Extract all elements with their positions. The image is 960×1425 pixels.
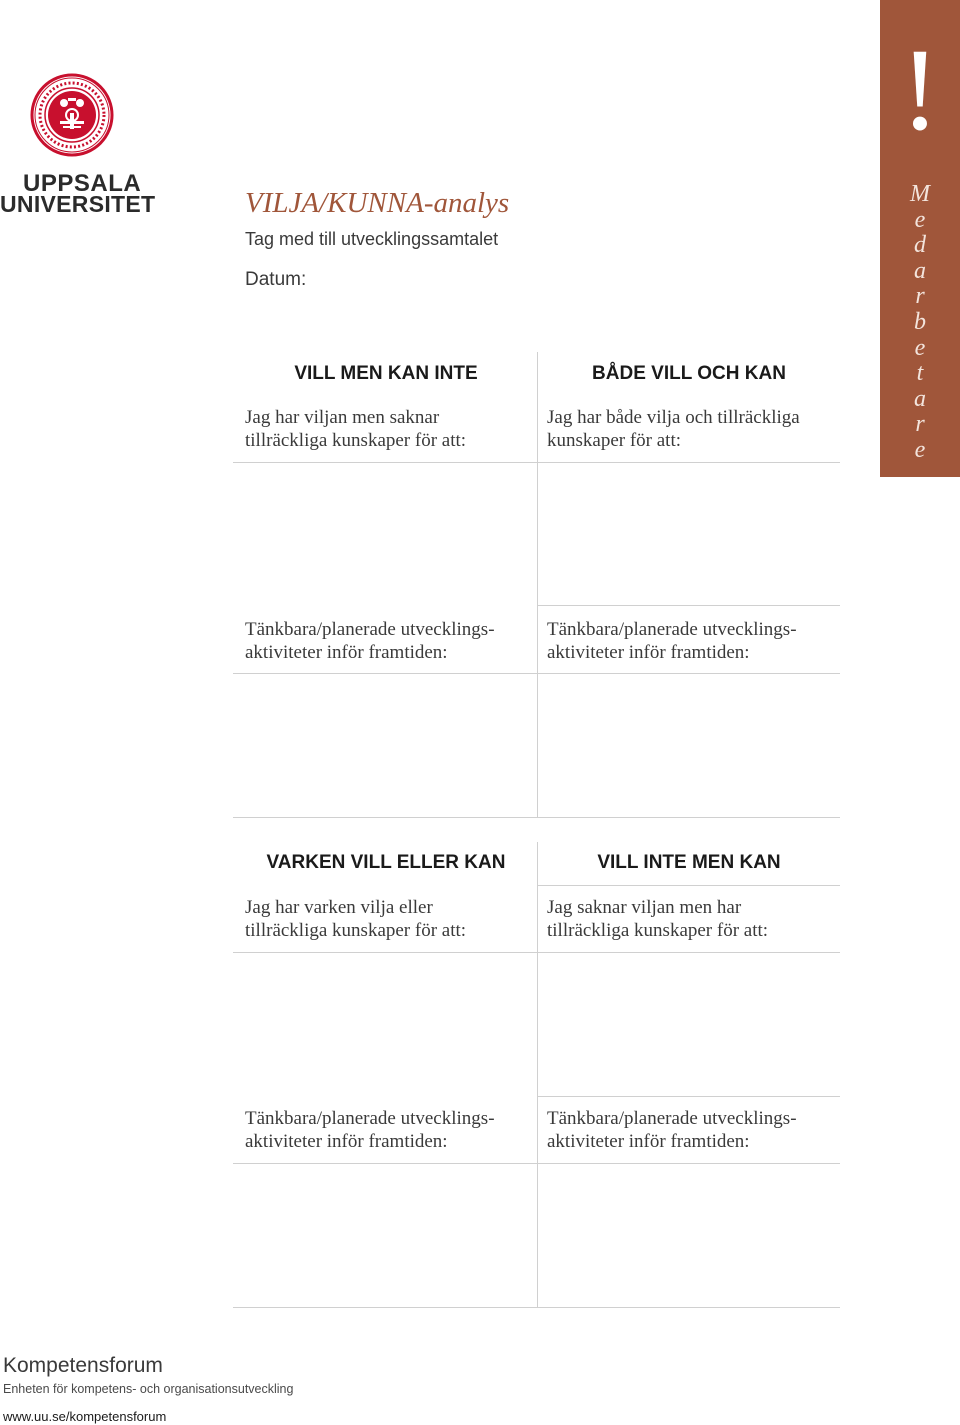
grid-line bbox=[538, 885, 840, 886]
footer-org-name: Kompetensforum bbox=[3, 1354, 163, 1377]
activities-label-bottom-right: Tänkbara/planerade utvecklings- aktiviteter inför framtiden: bbox=[547, 1108, 797, 1152]
grid-line bbox=[233, 462, 538, 463]
vertical-letter: d bbox=[914, 232, 926, 259]
quadrant-heading-top-left: VILL MEN KAN INTE bbox=[294, 363, 478, 384]
vertical-letter: r bbox=[915, 411, 925, 438]
quadrant-description-bottom-right: Jag saknar viljan men har tillräckliga kunskaper för att: bbox=[547, 897, 769, 941]
date-label: Datum: bbox=[245, 269, 307, 290]
quadrant-heading-bottom-right: VILL INTE MEN KAN bbox=[597, 852, 781, 873]
activities-label-bottom-left: Tänkbara/planerade utvecklings- aktiviteter inför framtiden: bbox=[245, 1108, 495, 1152]
grid-line bbox=[233, 673, 840, 674]
vertical-letter: a bbox=[914, 385, 926, 412]
quadrant-description-bottom-left: Jag har varken vilja eller tillräckliga kunskaper för att: bbox=[245, 897, 467, 941]
grid-divider-vertical bbox=[537, 842, 538, 1308]
side-tab bbox=[880, 0, 960, 477]
university-seal-icon bbox=[30, 73, 114, 157]
vertical-letter: a bbox=[914, 257, 926, 284]
vertical-letter: M bbox=[910, 181, 930, 207]
grid-line bbox=[233, 1307, 840, 1308]
page-title: VILJA/KUNNA-analys bbox=[245, 187, 510, 219]
grid-line bbox=[538, 462, 840, 463]
quadrant-heading-bottom-left: VARKEN VILL ELLER KAN bbox=[266, 852, 506, 873]
quadrant-description-top-right: Jag har både vilja och tillräckliga kunskaper för att: bbox=[547, 407, 800, 451]
exclamation-mark: ! bbox=[900, 24, 940, 155]
university-logo bbox=[0, 70, 156, 220]
quadrant-description-top-left: Jag har viljan men saknar tillräckliga kunskaper för att: bbox=[245, 407, 467, 451]
vertical-word bbox=[880, 182, 960, 464]
grid-divider-vertical bbox=[537, 352, 538, 818]
vertical-letter: t bbox=[916, 360, 924, 387]
footer-org-subtitle: Enheten för kompetens- och organisationsutveckling bbox=[3, 1382, 294, 1396]
logo-line-2: UNIVERSITET bbox=[0, 191, 156, 217]
grid-line bbox=[233, 1163, 840, 1164]
vertical-letter: r bbox=[915, 283, 925, 310]
activities-label-top-right: Tänkbara/planerade utvecklings- aktiviteter inför framtiden: bbox=[547, 619, 797, 663]
quadrant-heading-top-right: BÅDE VILL OCH KAN bbox=[592, 363, 786, 384]
footer-url-link[interactable]: www.uu.se/kompetensforum bbox=[3, 1409, 167, 1424]
activities-label-top-left: Tänkbara/planerade utvecklings- aktiviteter inför framtiden: bbox=[245, 619, 495, 663]
grid-line bbox=[233, 952, 840, 953]
vertical-letter: e bbox=[914, 334, 926, 361]
vertical-letter: e bbox=[914, 206, 926, 233]
page-subtitle: Tag med till utvecklingssamtalet bbox=[245, 229, 499, 249]
grid-line bbox=[538, 605, 840, 606]
grid-line bbox=[233, 817, 840, 818]
logo-line-1: UPPSALA bbox=[23, 170, 142, 197]
grid-line bbox=[538, 1096, 840, 1097]
vertical-letter: b bbox=[914, 308, 926, 335]
vertical-letter: e bbox=[914, 436, 926, 463]
